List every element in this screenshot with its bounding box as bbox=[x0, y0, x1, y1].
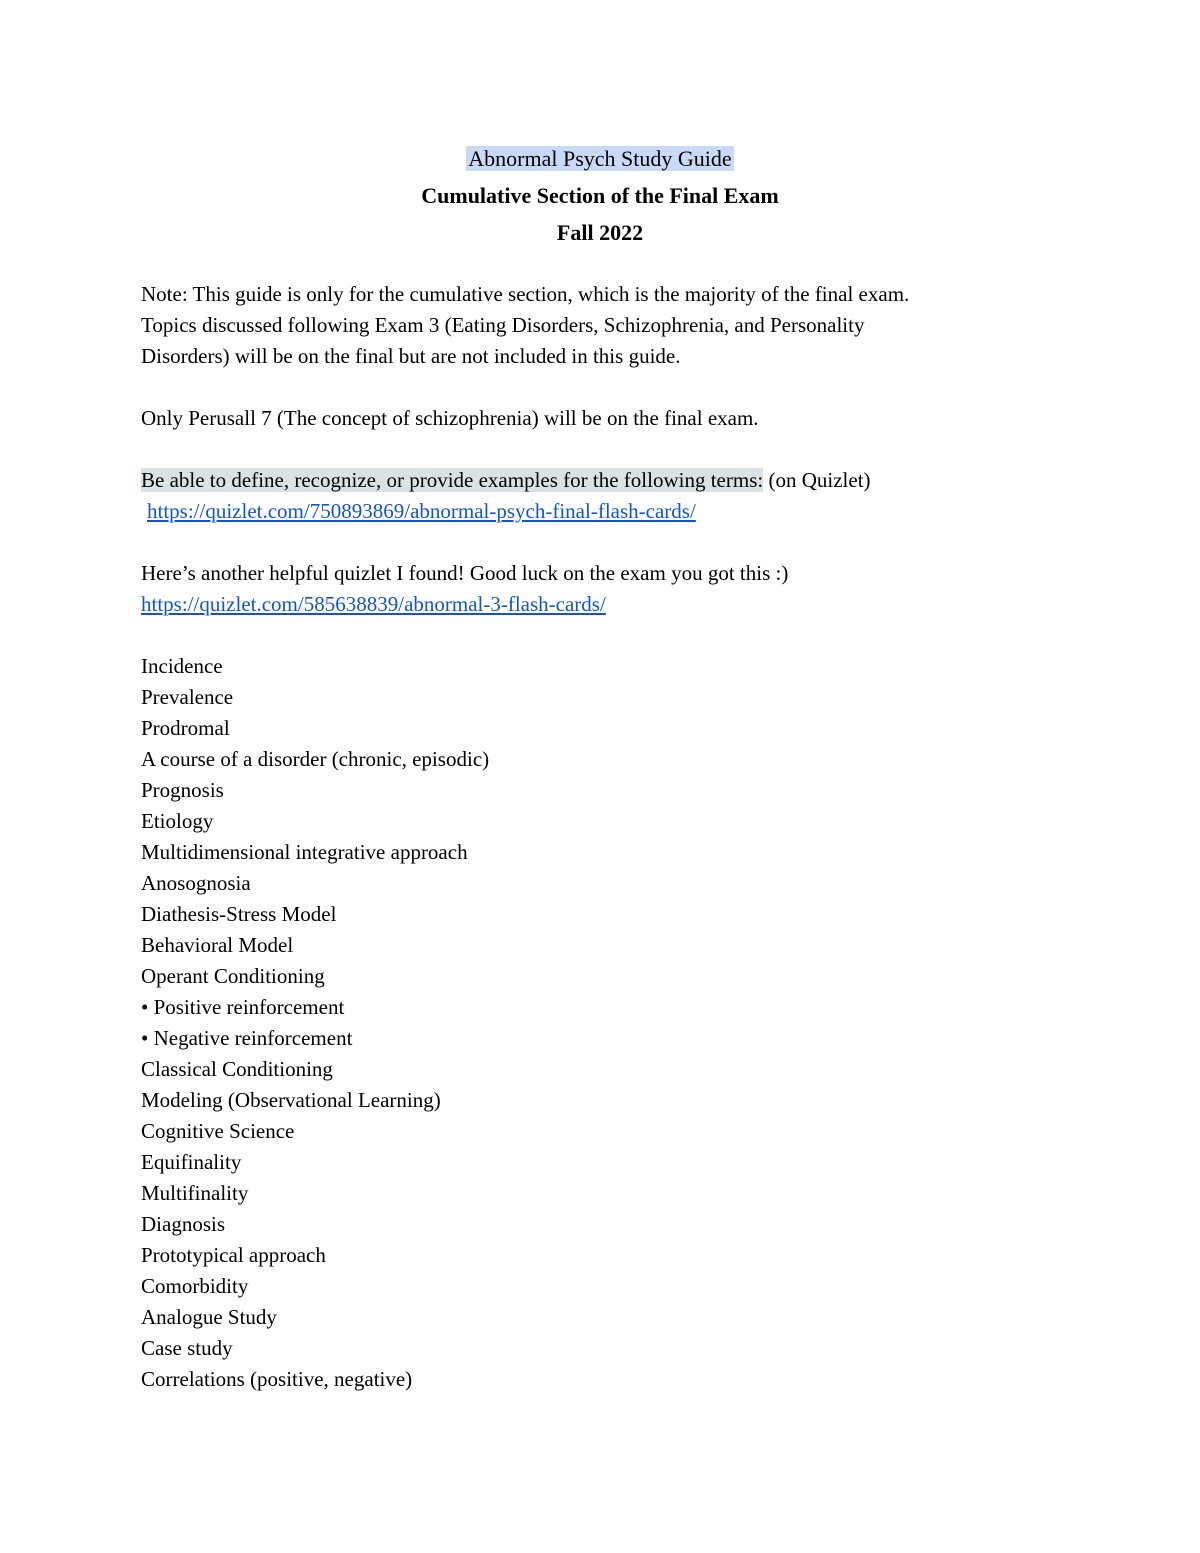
term-item: Case study bbox=[141, 1336, 233, 1360]
term-item: Multifinality bbox=[141, 1181, 249, 1205]
term-sub-item: • Negative reinforcement bbox=[141, 1026, 353, 1050]
term-item: Anosognosia bbox=[141, 871, 251, 895]
document-title bbox=[0, 143, 1200, 174]
term-item: Prognosis bbox=[141, 778, 224, 802]
instructions-line bbox=[141, 465, 1071, 496]
term-item: Multidimensional integrative approach bbox=[141, 840, 468, 864]
quizlet-link-primary[interactable]: https://quizlet.com/750893869/abnormal-psych-final-flash-cards/ bbox=[147, 499, 696, 523]
term-item: Incidence bbox=[141, 654, 223, 678]
extra-quizlet-paragraph bbox=[141, 558, 1071, 620]
term-item: Diagnosis bbox=[141, 1212, 225, 1236]
note-paragraph bbox=[141, 279, 1071, 372]
term-item: Correlations (positive, negative) bbox=[141, 1367, 413, 1391]
terms-list bbox=[141, 651, 1071, 1395]
term-item: Behavioral Model bbox=[141, 933, 294, 957]
term-sub-item: • Positive reinforcement bbox=[141, 995, 345, 1019]
term-item: Classical Conditioning bbox=[141, 1057, 333, 1081]
term-item: Cognitive Science bbox=[141, 1119, 295, 1143]
extra-text: Here’s another helpful quizlet I found! Good luck on the exam you got this :) bbox=[141, 561, 789, 585]
instructions-paragraph bbox=[141, 465, 1071, 527]
term-item: Diathesis-Stress Model bbox=[141, 902, 337, 926]
term-item: Etiology bbox=[141, 809, 214, 833]
term-item: Equifinality bbox=[141, 1150, 242, 1174]
term-item: A course of a disorder (chronic, episodic) bbox=[141, 747, 490, 771]
instructions-suffix: (on Quizlet) bbox=[763, 468, 871, 492]
title-highlight: Abnormal Psych Study Guide bbox=[468, 146, 732, 171]
term-item: Analogue Study bbox=[141, 1305, 277, 1329]
term-item: Prodromal bbox=[141, 716, 230, 740]
perusall-paragraph bbox=[141, 403, 1071, 434]
term-item: Operant Conditioning bbox=[141, 964, 325, 988]
document-term: Fall 2022 bbox=[556, 220, 644, 245]
term-item: Comorbidity bbox=[141, 1274, 249, 1298]
quizlet-link-secondary[interactable]: https://quizlet.com/585638839/abnormal-3-flash-cards/ bbox=[141, 592, 606, 616]
term-item: Prototypical approach bbox=[141, 1243, 326, 1267]
instructions-highlighted-text: Be able to define, recognize, or provide examples for the following terms: bbox=[141, 468, 764, 492]
term-item: Prevalence bbox=[141, 685, 234, 709]
note-line-2: Topics discussed following Exam 3 (Eating Disorders, Schizophrenia, and Personality bbox=[141, 313, 865, 337]
term-item: Modeling (Observational Learning) bbox=[141, 1088, 441, 1112]
extra-link-line bbox=[141, 589, 1071, 620]
note-line-1: Note: This guide is only for the cumulative section, which is the majority of the final exam. bbox=[141, 282, 910, 306]
perusall-text: Only Perusall 7 (The concept of schizophrenia) will be on the final exam. bbox=[141, 406, 759, 430]
instructions-link-line bbox=[141, 496, 1071, 527]
note-line-3: Disorders) will be on the final but are not included in this guide. bbox=[141, 344, 681, 368]
document-subtitle: Cumulative Section of the Final Exam bbox=[421, 183, 779, 208]
